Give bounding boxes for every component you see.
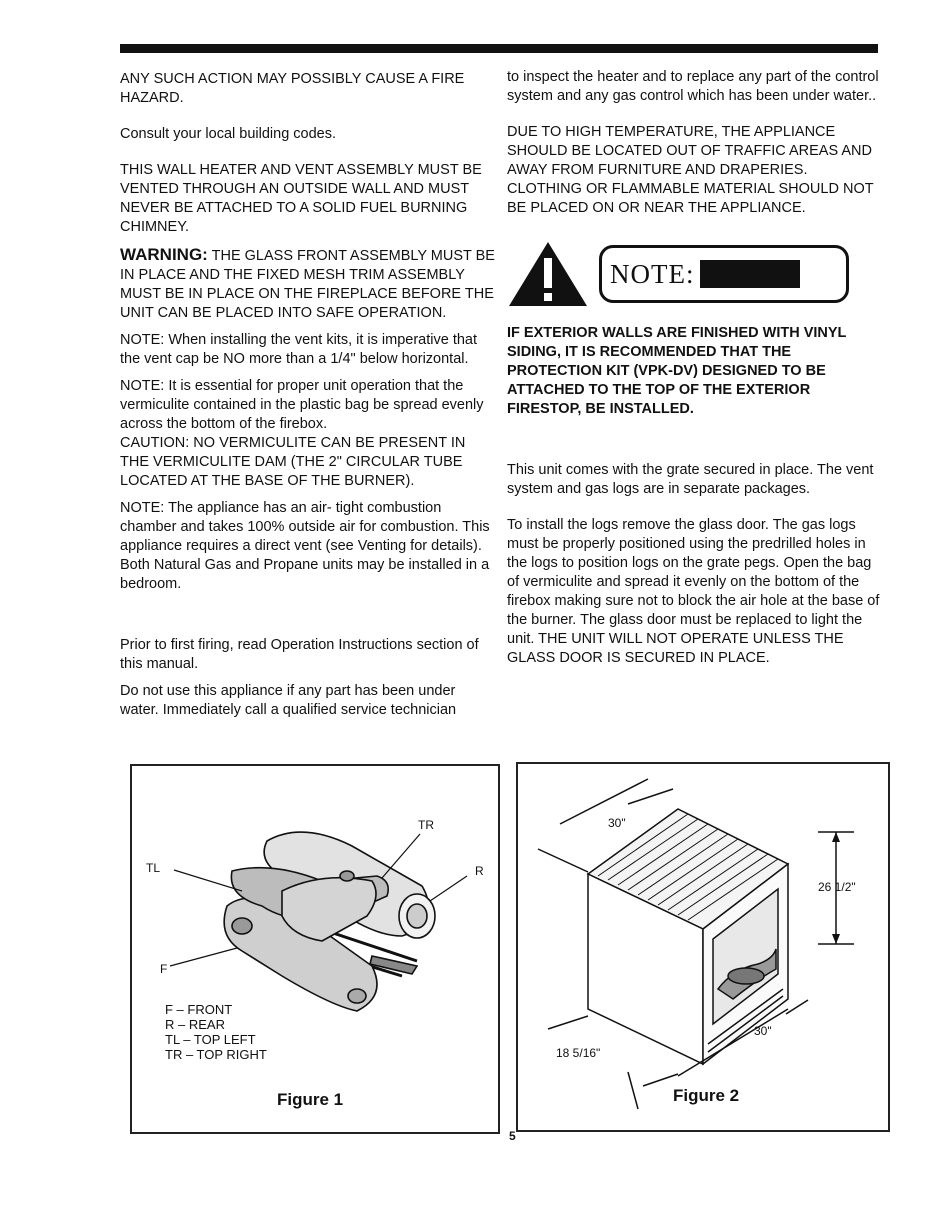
legend-item: TL – TOP LEFT (165, 1032, 256, 1047)
note-box (599, 245, 849, 303)
high-temperature-text: DUE TO HIGH TEMPERATURE, THE APPLIANCE SHOULD BE LOCATED OUT OF TRAFFIC AREAS AND AWAY FROM FURNITURE AND DRAPERIES. CLOTHING OR FLAMMABLE MATERIAL SHOULD NOT BE PLACED ON OR NEAR THE APPLIANCE. (507, 124, 874, 216)
legend-item: R – REAR (165, 1017, 225, 1032)
vent-kit-note: NOTE: When installing the vent kits, it is imperative that the vent cap be NO more than a 1/4" below horizontal. (120, 332, 477, 367)
label-tr: TR (418, 818, 434, 832)
warning-triangle-icon (507, 240, 589, 308)
install-logs-text: To install the logs remove the glass door. The gas logs must be properly positioned using the predrilled holes in the logs to position logs on the grate pegs. Open the bag of vermiculite and spread it evenly on the bottom of the firebox making sure not to block the air hole at the base of the burner. The glass door must be replaced to light the unit. THE UNIT WILL NOT OPERATE UNLESS THE GLASS DOOR IS SECURED IN PLACE. (507, 517, 880, 666)
first-firing-text: Prior to first firing, read Operation Instructions section of this manual. (120, 637, 479, 672)
warning-label: WARNING: (120, 245, 208, 264)
label-tl: TL (146, 861, 161, 875)
dim-depth: 18 5/16" (556, 1046, 601, 1060)
warning-paragraph (120, 245, 495, 323)
combustion-note: NOTE: The appliance has an air- tight combustion chamber and takes 100% outside air for combustion. This appliance requires a direct vent (see Venting for details). Both Natural Gas and Propane units may be installed in a bedroom. (120, 500, 490, 592)
warning-text: THE GLASS FRONT ASSEMBLY MUST BE IN PLACE AND THE FIXED MESH TRIM ASSEMBLY MUST BE IN PLACE ON THE FIREPLACE BEFORE THE UNIT CAN BE PLACED INTO SAFE OPERATION. (120, 248, 495, 321)
label-f: F (160, 962, 168, 976)
label-r: R (475, 864, 484, 878)
figure-1-legend (165, 1002, 267, 1062)
vent-assembly-text: THIS WALL HEATER AND VENT ASSEMBLY MUST BE VENTED THROUGH AN OUTSIDE WALL AND MUST NEVER BE ATTACHED TO A SOLID FUEL BURNING CHIMNEY. (120, 162, 482, 235)
dim-height: 26 1/2" (818, 880, 856, 894)
vermiculite-caution: CAUTION: NO VERMICULITE CAN BE PRESENT IN THE VERMICULITE DAM (THE 2" CIRCULAR TUBE LOCATED AT THE BASE OF THE BURNER). (120, 435, 466, 489)
vermiculite-note: NOTE: It is essential for proper unit operation that the vermiculite contained in the plastic bag be spread evenly across the bottom of the firebox. (120, 378, 484, 432)
figure-2 (516, 762, 890, 1132)
inspect-text: to inspect the heater and to replace any part of the control system and any gas control which has been under water.. (507, 69, 879, 104)
figure-1 (130, 764, 500, 1134)
log-set-illustration (132, 766, 498, 1132)
under-water-text: Do not use this appliance if any part has been under water. Immediately call a qualified service technician (120, 683, 457, 718)
fireplace-dimension-illustration (518, 764, 888, 1130)
dim-bottom-width: 30" (754, 1024, 772, 1038)
legend-item: TR – TOP RIGHT (165, 1047, 267, 1062)
right-column (507, 68, 882, 668)
dim-top-width: 30" (608, 816, 626, 830)
left-column (120, 70, 495, 720)
vinyl-siding-text: IF EXTERIOR WALLS ARE FINISHED WITH VINYL SIDING, IT IS RECOMMENDED THAT THE PROTECTION KIT (VPK-DV) DESIGNED TO BE ATTACHED TO THE TOP OF THE EXTERIOR FIRESTOP, BE INSTALLED. (507, 325, 847, 417)
page-number: 5 (509, 1129, 516, 1143)
note-label: NOTE: (610, 258, 695, 289)
note-banner (507, 240, 882, 308)
building-codes-text: Consult your local building codes. (120, 126, 337, 142)
legend-item: F – FRONT (165, 1002, 233, 1017)
header-rule (120, 44, 878, 53)
figure-1-caption: Figure 1 (277, 1090, 344, 1109)
grate-text: This unit comes with the grate secured in place. The vent system and gas logs are in separate packages. (507, 462, 874, 497)
hazard-text: ANY SUCH ACTION MAY POSSIBLY CAUSE A FIRE HAZARD. (120, 71, 465, 106)
figure-2-caption: Figure 2 (673, 1086, 740, 1105)
note-blackout (700, 260, 800, 288)
